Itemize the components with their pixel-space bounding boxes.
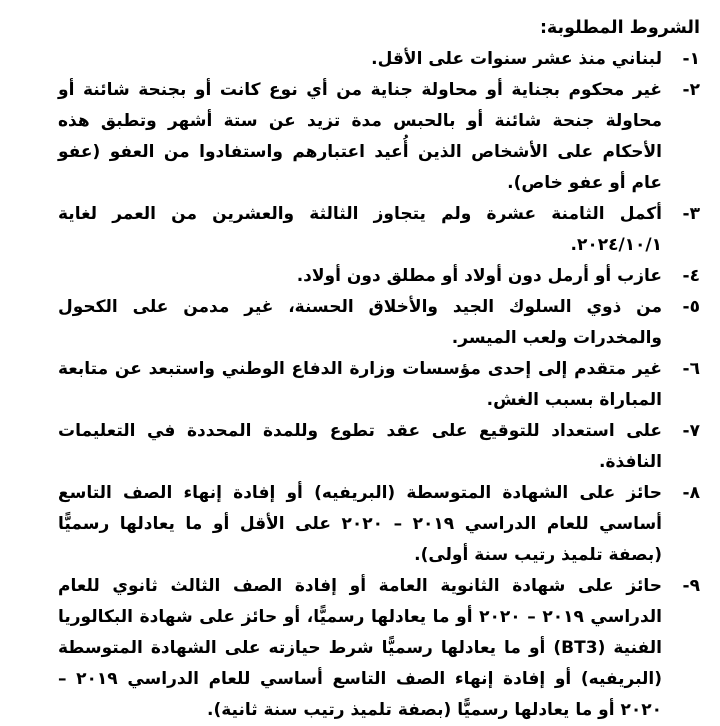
list-item — [58, 478, 700, 571]
item-number: ٦- — [682, 359, 700, 379]
list-item — [58, 571, 700, 726]
conditions-list — [58, 44, 700, 726]
list-item — [58, 292, 700, 354]
list-item — [58, 416, 700, 478]
list-item — [58, 354, 700, 416]
item-text: غير محكوم بجناية أو محاولة جناية من أي نوع كانت أو بجنحة شائنة أو محاولة جنحة شائنة أو بالحبس مدة تزيد عن ستة أشهر وتطبق هذه الأحكام على الأشخاص الذين أُعيد اعتبارهم واستفادوا من العفو (عفو عام أو عفو خاص). — [58, 80, 662, 193]
item-number: ٢- — [682, 80, 700, 100]
page-title: الشروط المطلوبة: — [539, 18, 700, 38]
item-text: حائز على الشهادة المتوسطة (البريفيه) أو إفادة إنهاء الصف التاسع أساسي للعام الدراسي ٢٠١٩ – ٢٠٢٠ على الأقل أو ما يعادلها رسميًّا (بصفة تلميذ رتيب سنة أولى). — [58, 483, 662, 565]
item-text: غير متقدم إلى إحدى مؤسسات وزارة الدفاع الوطني واستبعد عن متابعة المباراة بسبب الغش. — [58, 359, 662, 410]
item-number: ٥- — [682, 297, 700, 317]
item-number: ٩- — [682, 576, 700, 596]
item-number: ٤- — [682, 266, 700, 286]
item-text: لبناني منذ عشر سنوات على الأقل. — [371, 49, 662, 69]
list-item — [58, 75, 700, 199]
item-number: ٣- — [682, 204, 700, 224]
item-text: حائز على شهادة الثانوية العامة أو إفادة الصف الثالث ثانوي للعام الدراسي ٢٠١٩ – ٢٠٢٠ أو ما يعادلها رسميًّا، أو حائز على شهادة البكالوريا الفنية (BT3) أو ما يعادلها رسميًّا شرط حيازته على الشهادة المتوسطة (البريفيه) أو إفادة إنهاء الصف التاسع أساسي للعام الدراسي ٢٠١٩ – ٢٠٢٠ أو ما يعادلها رسميًّا (بصفة تلميذ رتيب سنة ثانية). — [58, 576, 663, 720]
item-number: ١- — [682, 49, 700, 69]
item-text: على استعداد للتوقيع على عقد تطوع وللمدة المحددة في التعليمات النافذة. — [58, 421, 662, 472]
item-number: ٨- — [682, 483, 700, 503]
item-text: من ذوي السلوك الجيد والأخلاق الحسنة، غير مدمن على الكحول والمخدرات ولعب الميسر. — [58, 297, 662, 348]
item-number: ٧- — [682, 421, 700, 441]
item-text: عازب أو أرمل دون أولاد أو مطلق دون أولاد. — [296, 266, 662, 286]
list-item — [58, 199, 700, 261]
list-item — [58, 44, 700, 75]
list-item — [58, 261, 700, 292]
item-text: أكمل الثامنة عشرة ولم يتجاوز الثالثة والعشرين من العمر لغاية ٢٠٢٤/١٠/١. — [58, 204, 662, 255]
